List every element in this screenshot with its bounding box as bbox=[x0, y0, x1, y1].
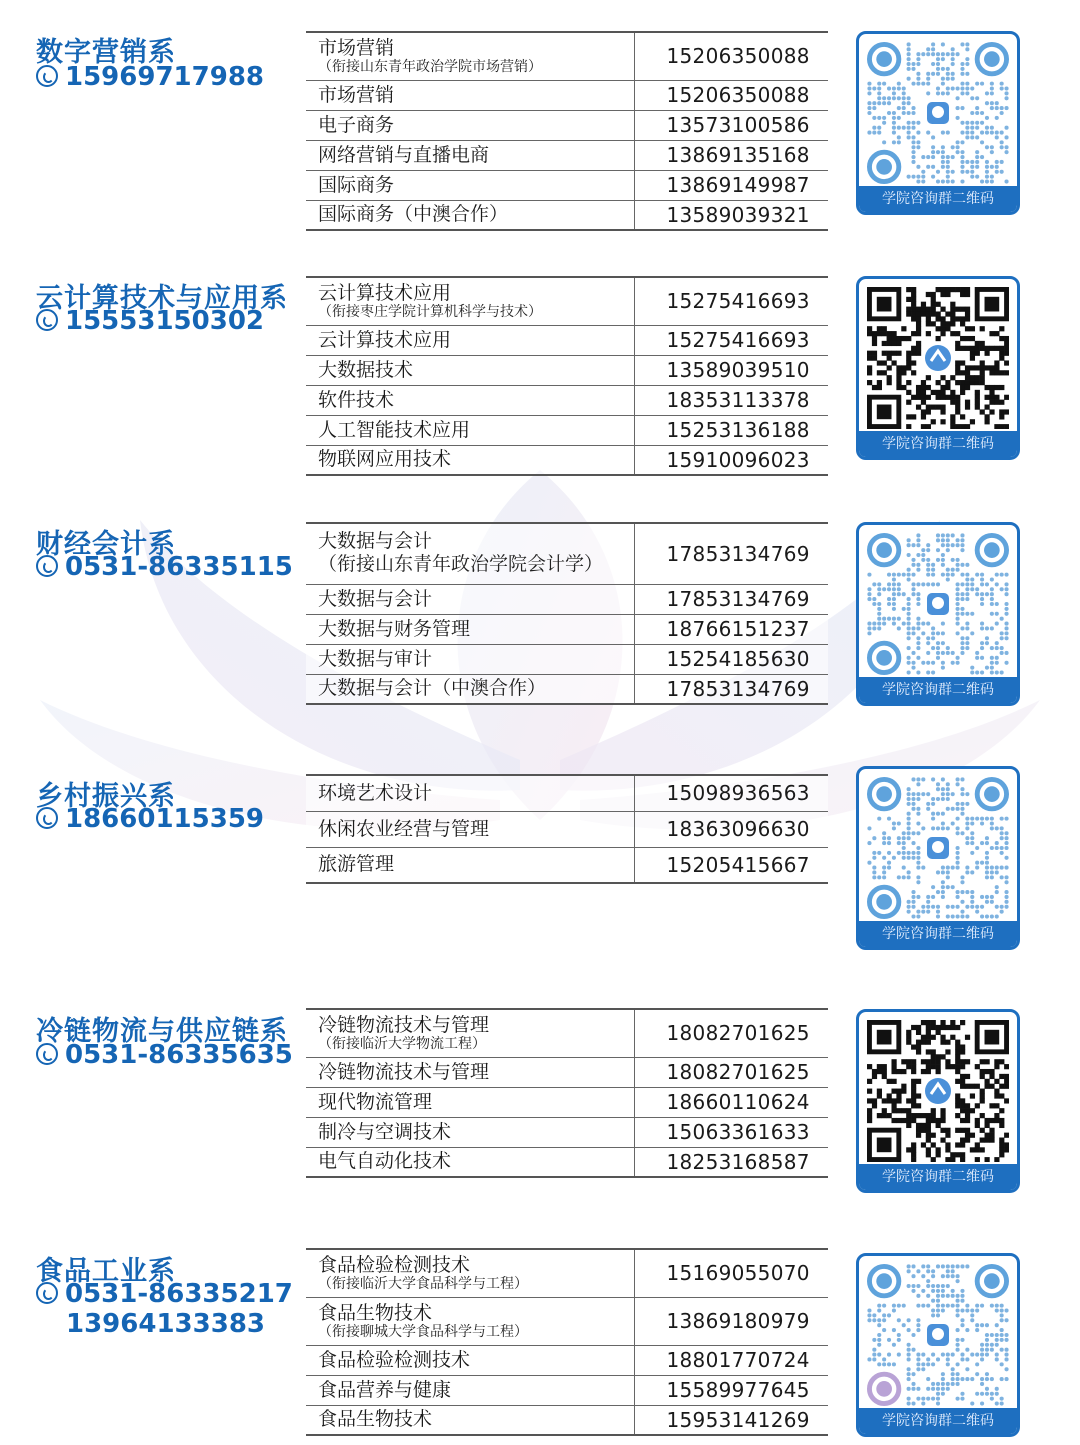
major-phone: 15910096023 bbox=[666, 447, 810, 472]
department-phone-secondary: 13964133383 bbox=[66, 1309, 265, 1339]
major-name: 云计算技术应用 bbox=[306, 325, 634, 355]
major-name: 环境艺术设计 bbox=[306, 775, 634, 811]
qr-code-card[interactable] bbox=[856, 276, 1020, 460]
major-name: 大数据技术 bbox=[306, 355, 634, 385]
major-phone: 15275416693 bbox=[634, 277, 828, 325]
department-name: 云计算技术与应用系 bbox=[36, 283, 288, 314]
qr-code-image bbox=[867, 287, 1009, 429]
table-row bbox=[306, 415, 828, 445]
major-phone: 15953141269 bbox=[666, 1407, 810, 1432]
major-phone: 15254185630 bbox=[634, 644, 828, 674]
table-row bbox=[306, 140, 828, 170]
department-phone: 15969717988 bbox=[36, 62, 264, 92]
qr-code-card[interactable] bbox=[856, 522, 1020, 706]
major-name: 电子商务 bbox=[306, 110, 634, 140]
qr-code-card[interactable] bbox=[856, 31, 1020, 215]
qr-code-card[interactable] bbox=[856, 1253, 1020, 1437]
major-name: 旅游管理 bbox=[306, 847, 634, 883]
qr-caption: 学院咨询群二维码 bbox=[859, 186, 1017, 212]
major-name: 电气自动化技术 bbox=[306, 1147, 634, 1177]
table-row bbox=[306, 1117, 828, 1147]
major-name: 大数据与会计 （衔接山东青年政治学院会计学） bbox=[306, 523, 634, 584]
major-name: 制冷与空调技术 bbox=[306, 1117, 634, 1147]
department-phone: 0531-86335217 bbox=[36, 1279, 293, 1309]
table-row bbox=[306, 1009, 828, 1057]
major-phone: 15098936563 bbox=[634, 775, 828, 811]
major-name: 软件技术 bbox=[306, 385, 634, 415]
major-name: 大数据与会计（中澳合作） bbox=[306, 674, 634, 704]
major-phone: 17853134769 bbox=[634, 523, 828, 584]
major-phone: 13869180979 bbox=[634, 1297, 828, 1345]
table-row bbox=[306, 523, 828, 584]
major-name: 食品检验检测技术 （衔接临沂大学食品科学与工程） bbox=[306, 1249, 634, 1297]
qr-code-image bbox=[867, 1020, 1009, 1162]
major-name: 云计算技术应用 （衔接枣庄学院计算机科学与技术） bbox=[306, 277, 634, 325]
major-name: 物联网应用技术 bbox=[306, 445, 634, 475]
major-name: 大数据与财务管理 bbox=[306, 614, 634, 644]
major-phone: 18082701625 bbox=[634, 1057, 828, 1087]
major-phone: 17853134769 bbox=[666, 676, 810, 701]
department-phone: 18660115359 bbox=[36, 804, 264, 834]
qr-code-card[interactable] bbox=[856, 1009, 1020, 1193]
table-row bbox=[306, 775, 828, 811]
table-row bbox=[306, 1087, 828, 1117]
department-name: 数字营销系 bbox=[36, 37, 176, 68]
department-name: 财经会计系 bbox=[36, 529, 176, 560]
major-phone: 18660110624 bbox=[634, 1087, 828, 1117]
major-phone: 15275416693 bbox=[634, 325, 828, 355]
majors-table bbox=[306, 774, 828, 884]
table-row bbox=[306, 385, 828, 415]
qr-code-image bbox=[867, 533, 1009, 675]
major-name: 冷链物流技术与管理 bbox=[306, 1057, 634, 1087]
table-row bbox=[306, 325, 828, 355]
major-phone: 18801770724 bbox=[634, 1345, 828, 1375]
table-row bbox=[306, 445, 828, 475]
department-name: 冷链物流与供应链系 bbox=[36, 1016, 288, 1047]
major-phone: 15206350088 bbox=[634, 80, 828, 110]
major-name: 现代物流管理 bbox=[306, 1087, 634, 1117]
table-row bbox=[306, 614, 828, 644]
major-name: 国际商务 bbox=[306, 170, 634, 200]
qr-caption: 学院咨询群二维码 bbox=[859, 1164, 1017, 1190]
major-phone: 18082701625 bbox=[634, 1009, 828, 1057]
department-phone: 0531-86335115 bbox=[36, 552, 293, 582]
department-name: 乡村振兴系 bbox=[36, 781, 176, 812]
major-name: 休闲农业经营与管理 bbox=[306, 811, 634, 847]
qr-caption: 学院咨询群二维码 bbox=[859, 677, 1017, 703]
major-phone: 17853134769 bbox=[634, 584, 828, 614]
table-row bbox=[306, 277, 828, 325]
table-row bbox=[306, 1297, 828, 1345]
majors-table bbox=[306, 1248, 828, 1436]
majors-table bbox=[306, 276, 828, 476]
qr-caption: 学院咨询群二维码 bbox=[859, 431, 1017, 457]
table-row bbox=[306, 1249, 828, 1297]
major-phone: 15063361633 bbox=[634, 1117, 828, 1147]
major-phone: 15205415667 bbox=[666, 852, 810, 877]
table-row bbox=[306, 811, 828, 847]
major-name: 冷链物流技术与管理 （衔接临沂大学物流工程） bbox=[306, 1009, 634, 1057]
table-row bbox=[306, 1375, 828, 1405]
table-row bbox=[306, 110, 828, 140]
department-phone: 0531-86335635 bbox=[36, 1040, 293, 1070]
table-row bbox=[306, 80, 828, 110]
major-name: 大数据与审计 bbox=[306, 644, 634, 674]
table-row bbox=[306, 1405, 828, 1435]
majors-table bbox=[306, 31, 828, 231]
phone-icon bbox=[36, 1282, 58, 1304]
major-name: 大数据与会计 bbox=[306, 584, 634, 614]
major-phone: 18353113378 bbox=[634, 385, 828, 415]
phone-icon bbox=[36, 555, 58, 577]
qr-caption: 学院咨询群二维码 bbox=[859, 921, 1017, 947]
major-phone: 13573100586 bbox=[634, 110, 828, 140]
table-row bbox=[306, 170, 828, 200]
major-name: 食品生物技术 （衔接聊城大学食品科学与工程） bbox=[306, 1297, 634, 1345]
major-name: 国际商务（中澳合作） bbox=[306, 200, 634, 230]
phone-icon bbox=[36, 65, 58, 87]
table-row bbox=[306, 1345, 828, 1375]
table-row bbox=[306, 32, 828, 80]
qr-caption: 学院咨询群二维码 bbox=[859, 1408, 1017, 1434]
table-row bbox=[306, 200, 828, 230]
phone-icon bbox=[36, 807, 58, 829]
table-row bbox=[306, 1057, 828, 1087]
major-phone: 18766151237 bbox=[634, 614, 828, 644]
major-phone: 15169055070 bbox=[634, 1249, 828, 1297]
table-row bbox=[306, 644, 828, 674]
major-name: 市场营销 （衔接山东青年政治学院市场营销） bbox=[306, 32, 634, 80]
phone-icon bbox=[36, 1043, 58, 1065]
major-phone: 13589039510 bbox=[634, 355, 828, 385]
qr-code-image bbox=[867, 777, 1009, 919]
table-row bbox=[306, 674, 828, 704]
department-phone: 15553150302 bbox=[36, 306, 264, 336]
major-name: 食品营养与健康 bbox=[306, 1375, 634, 1405]
majors-table bbox=[306, 522, 828, 705]
qr-code-card[interactable] bbox=[856, 766, 1020, 950]
major-phone: 18253168587 bbox=[666, 1149, 810, 1174]
major-name: 市场营销 bbox=[306, 80, 634, 110]
major-name: 人工智能技术应用 bbox=[306, 415, 634, 445]
table-row bbox=[306, 355, 828, 385]
major-name: 网络营销与直播电商 bbox=[306, 140, 634, 170]
table-row bbox=[306, 1147, 828, 1177]
major-phone: 13589039321 bbox=[666, 202, 810, 227]
major-phone: 13869135168 bbox=[634, 140, 828, 170]
major-phone: 15589977645 bbox=[634, 1375, 828, 1405]
table-row bbox=[306, 847, 828, 883]
major-phone: 15206350088 bbox=[634, 32, 828, 80]
major-name: 食品生物技术 bbox=[306, 1405, 634, 1435]
major-phone: 15253136188 bbox=[634, 415, 828, 445]
phone-icon bbox=[36, 309, 58, 331]
major-phone: 18363096630 bbox=[634, 811, 828, 847]
qr-code-image bbox=[867, 42, 1009, 184]
table-row bbox=[306, 584, 828, 614]
major-name: 食品检验检测技术 bbox=[306, 1345, 634, 1375]
majors-table bbox=[306, 1008, 828, 1178]
department-name: 食品工业系 bbox=[36, 1256, 176, 1287]
qr-code-image bbox=[867, 1264, 1009, 1406]
major-phone: 13869149987 bbox=[634, 170, 828, 200]
